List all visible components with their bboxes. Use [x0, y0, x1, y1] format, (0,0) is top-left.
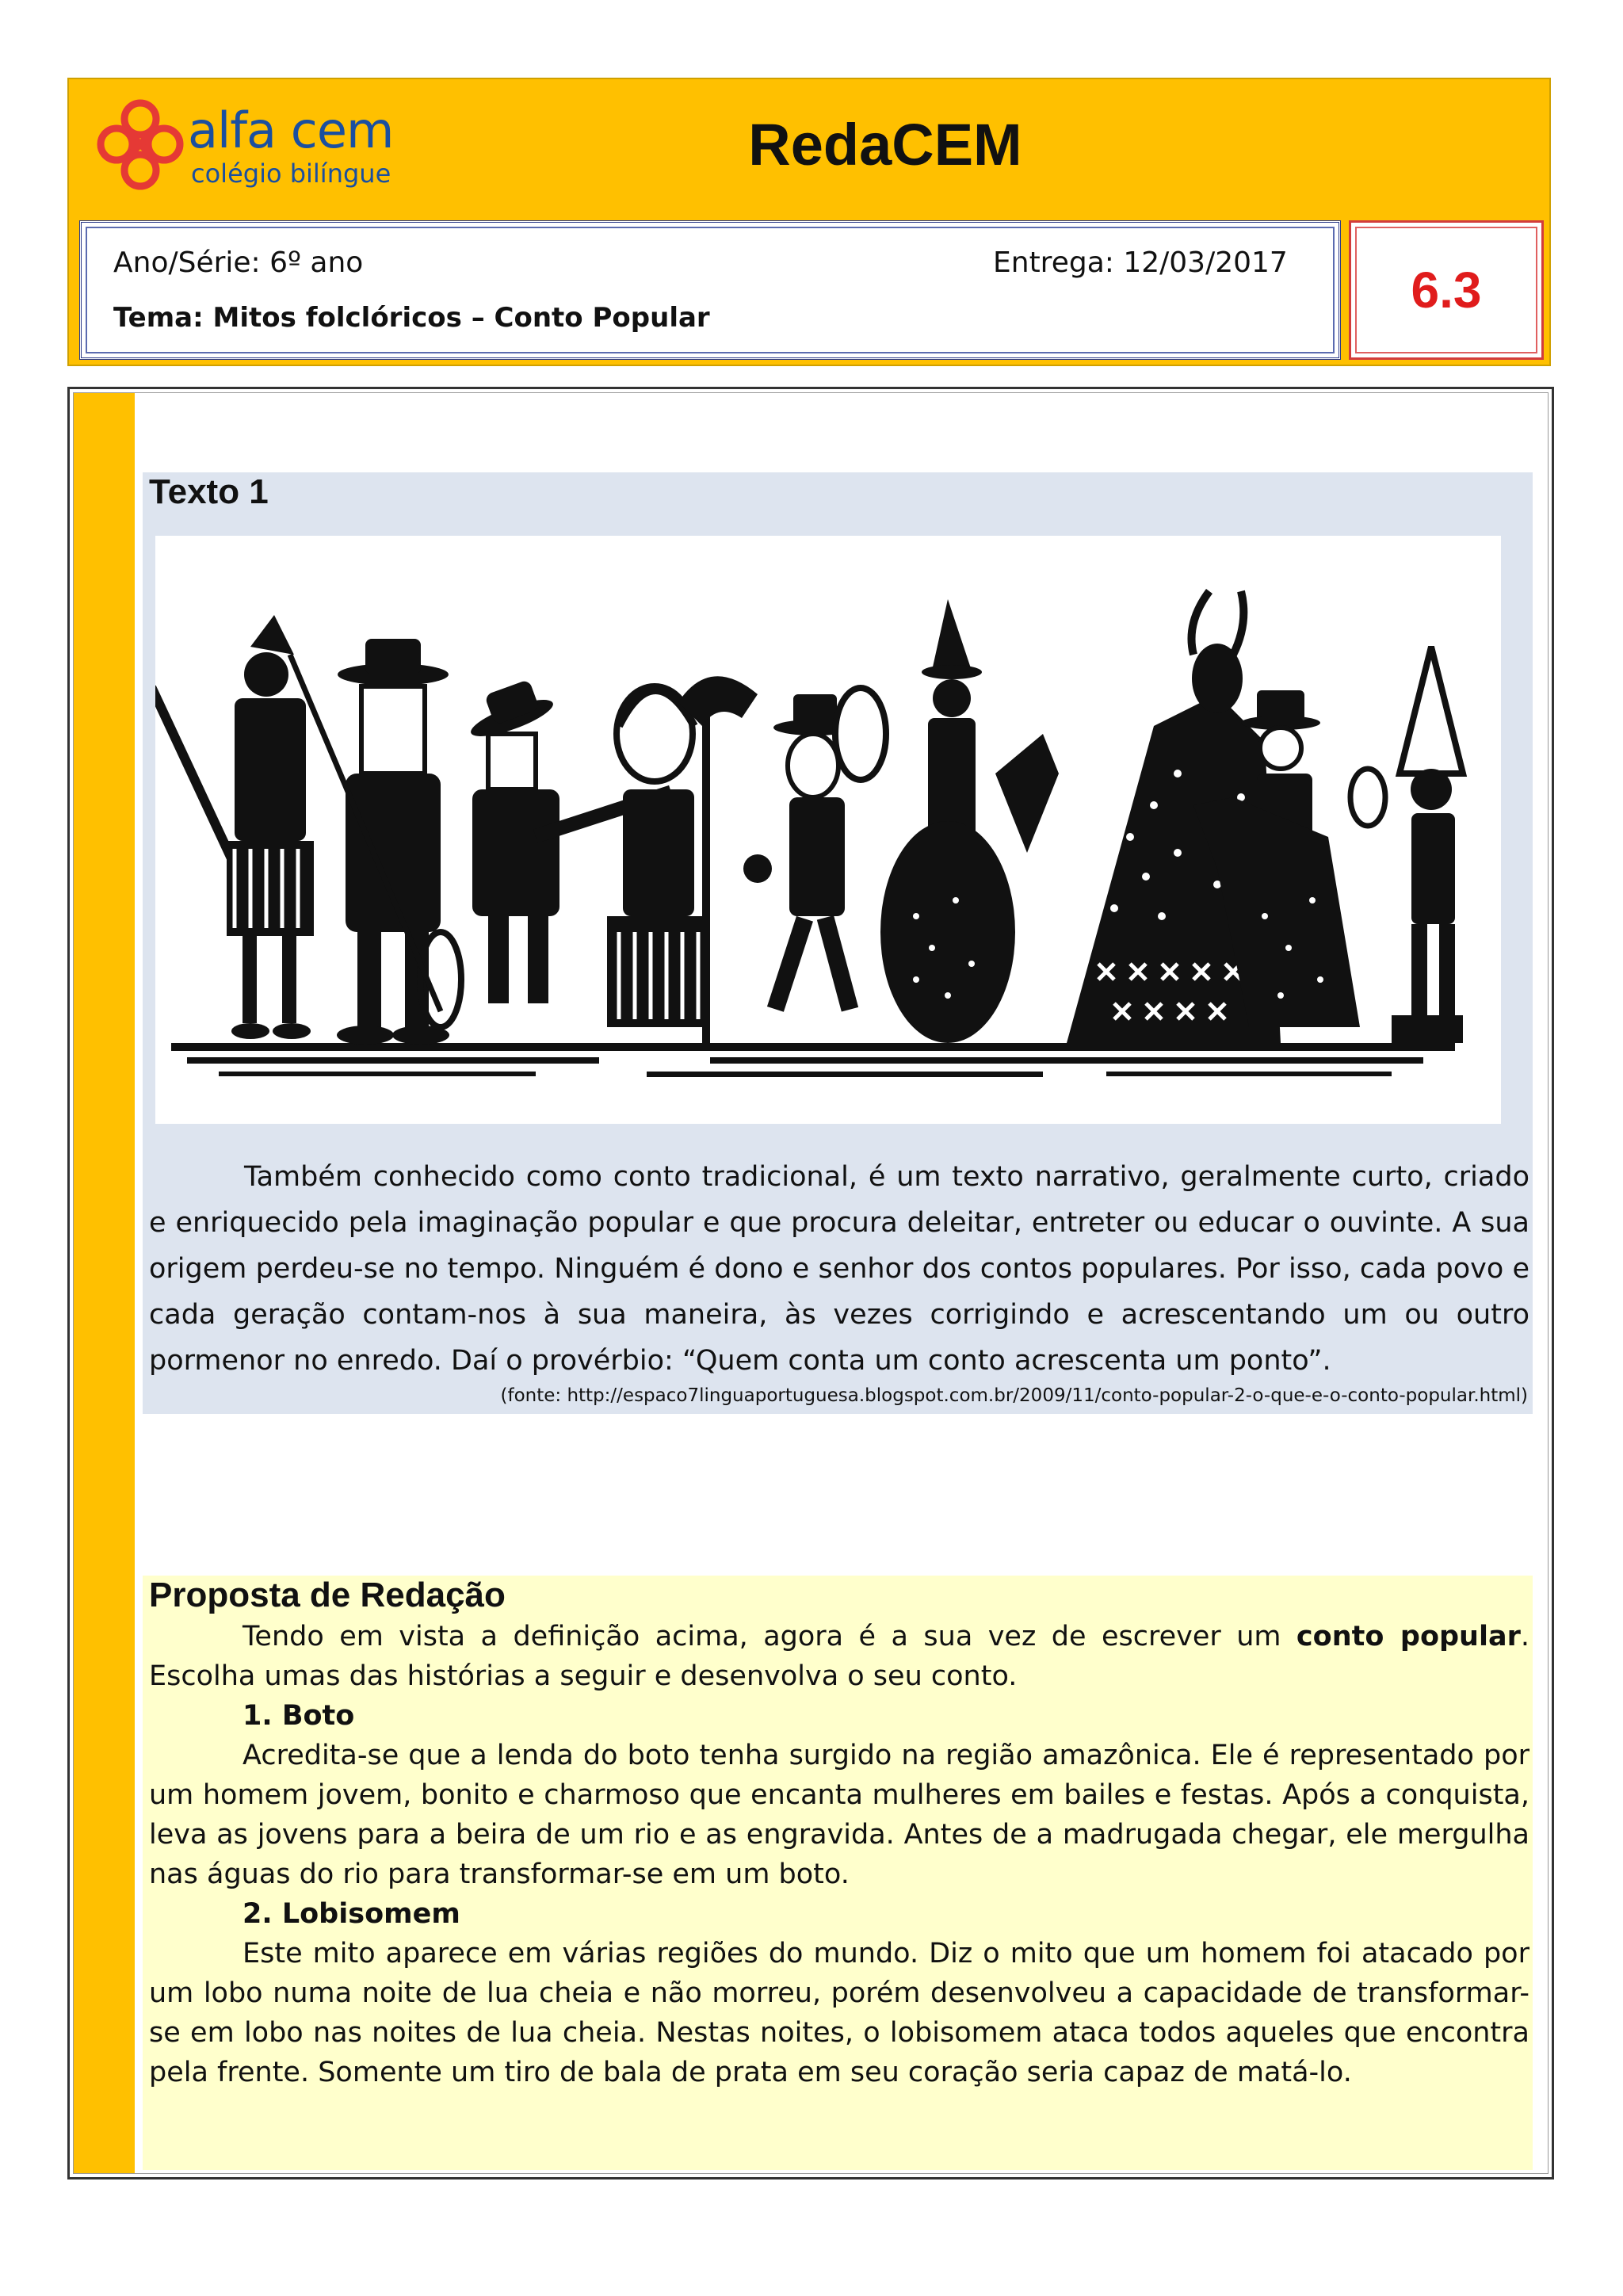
- left-accent-bar: [74, 393, 135, 2173]
- woodcut-folk-figures-icon: [155, 536, 1501, 1124]
- texto1-section: [143, 472, 1533, 1414]
- intro-text-after: . Escolha umas das histórias a seguir e desenvolva o seu conto.: [149, 1621, 1529, 1692]
- intro-emphasis: conto popular: [1296, 1621, 1521, 1652]
- score-box: [1349, 220, 1544, 360]
- texto1-heading: Texto 1: [149, 472, 269, 511]
- story-title-lobisomem: 2. Lobisomem: [242, 1898, 460, 1930]
- proposta-heading: Proposta de Redação: [149, 1576, 506, 1614]
- story-text-lobisomem: Este mito aparece em várias regiões do mundo. Diz o mito que um homem foi atacado por um lobo numa noite de lua cheia e não morreu, porém desenvolveu a capacidade de transformar-se em lobo nas noites de lua cheia. Nestas noites, o lobisomem ataca todos aqueles que encontra pela frente. Somente um tiro de bala de prata em seu coração seria capaz de matá-lo.: [149, 1938, 1529, 2088]
- due-date: Entrega: 12/03/2017: [993, 246, 1288, 279]
- logo-subtitle: colégio bilíngue: [191, 159, 391, 189]
- proposta-section: [143, 1576, 1533, 2170]
- story-title-boto: 1. Boto: [242, 1700, 355, 1732]
- texto1-paragraph: Também conhecido como conto tradicional, é um texto narrativo, geralmente curto, criado e enriquecido pela imaginação popular e que procura deleitar, entreter ou educar o ouvinte. A sua origem perdeu-se no tempo. Ninguém é dono e senhor dos contos populares. Por isso, cada povo e cada geração contam-nos à sua maneira, às vezes corrigindo e acrescentando um ou outro pormenor no enredo. Daí o provérbio: “Quem conta um conto acrescenta um ponto”.: [149, 1161, 1529, 1377]
- texto1-source-citation: (fonte: http://espaco7linguaportuguesa.blogspot.com.br/2009/11/conto-popular-2-o-que-e-o-conto-popular.html): [500, 1385, 1528, 1406]
- page-title: RedaCEM: [748, 112, 1022, 178]
- grade-label: Ano/Série: 6º ano: [113, 246, 364, 279]
- header-band: [67, 78, 1551, 366]
- logo-brand-text: alfa cem: [188, 101, 394, 159]
- score-value: 6.3: [1411, 262, 1482, 319]
- woodcut-illustration: [155, 536, 1501, 1124]
- proposta-intro: [149, 1617, 1529, 1696]
- theme-label: Tema: Mitos folclóricos – Conto Popular: [113, 302, 710, 334]
- intro-text-before: Tendo em vista a definição acima, agora é a sua vez de escrever um: [242, 1621, 1296, 1652]
- proposta-body: [149, 1617, 1529, 2092]
- school-logo: [93, 95, 426, 198]
- knot-logo-icon: [93, 95, 188, 198]
- assignment-info-box: [79, 220, 1341, 360]
- story-text-boto: Acredita-se que a lenda do boto tenha surgido na região amazônica. Ele é representado por um homem jovem, bonito e charmoso que encanta mulheres em bailes e festas. Após a conquista, leva as jovens para a beira de um rio e as engravida. Antes de a madrugada chegar, ele mergulha nas águas do rio para transformar-se em um boto.: [149, 1740, 1529, 1890]
